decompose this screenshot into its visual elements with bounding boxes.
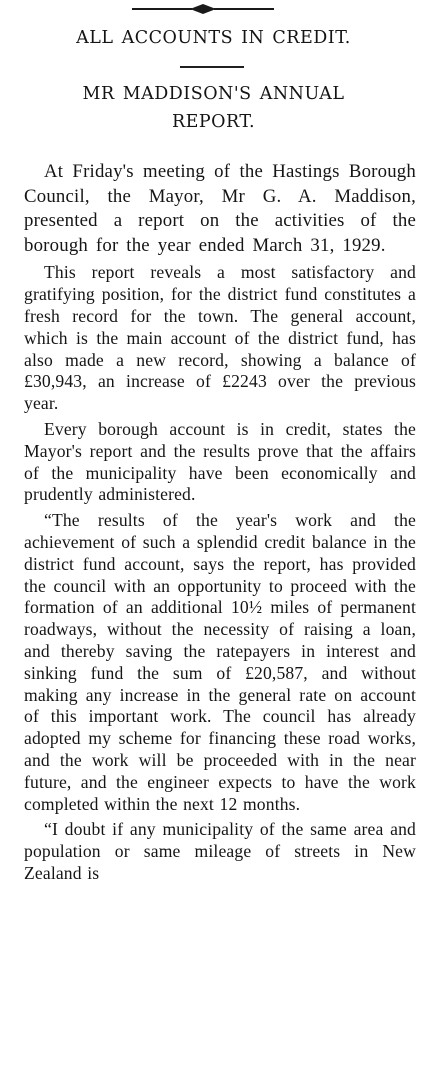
article-paragraph-5: “I doubt if any municipality of the same area and population or same mileage of streets in New Zealand is xyxy=(24,819,416,883)
subheadline-line-1: MR MADDISON'S ANNUAL xyxy=(82,84,345,104)
headline: ALL ACCOUNTS IN CREDIT. xyxy=(76,28,351,48)
article-paragraph-1: At Friday's meeting of the Hastings Borough Council, the Mayor, Mr G. A. Maddison, presented a report on the activities of the borough for the year ended March 31, 1929. xyxy=(24,161,416,256)
ornament-divider-icon xyxy=(132,4,274,14)
headline-rule xyxy=(180,66,244,68)
subheadline-line-2: REPORT. xyxy=(171,112,256,132)
article-body xyxy=(24,160,416,885)
article-paragraph-3: Every borough account is in credit, states the Mayor's report and the results prove that the affairs of the municipality have been economically and prudently administered. xyxy=(24,418,416,505)
article-paragraph-4: “The results of the year's work and the achievement of such a splendid credit balance in the district fund account, says the report, has provided the council with an opportunity to proceed with the formation of an additional 10½ miles of permanent roadways, without the necessity of raising a loan, and thereby saving the ratepayers in interest and sinking fund the sum of £20,587, and without making any increase in the general rate on account of this important work. The council has already adopted my scheme for financing these road works, and the work will be proceeded with in the near future, and the engineer expects to have the work completed within the next 12 months. xyxy=(24,510,416,814)
article-paragraph-2: This report reveals a most satisfactory and gratifying position, for the district fund constitutes a fresh record for the town. The general account, which is the main account of the district fund, has also made a new record, showing a balance of £30,943, an increase of £2243 over the previous year. xyxy=(24,262,416,414)
subheadline xyxy=(0,80,427,136)
